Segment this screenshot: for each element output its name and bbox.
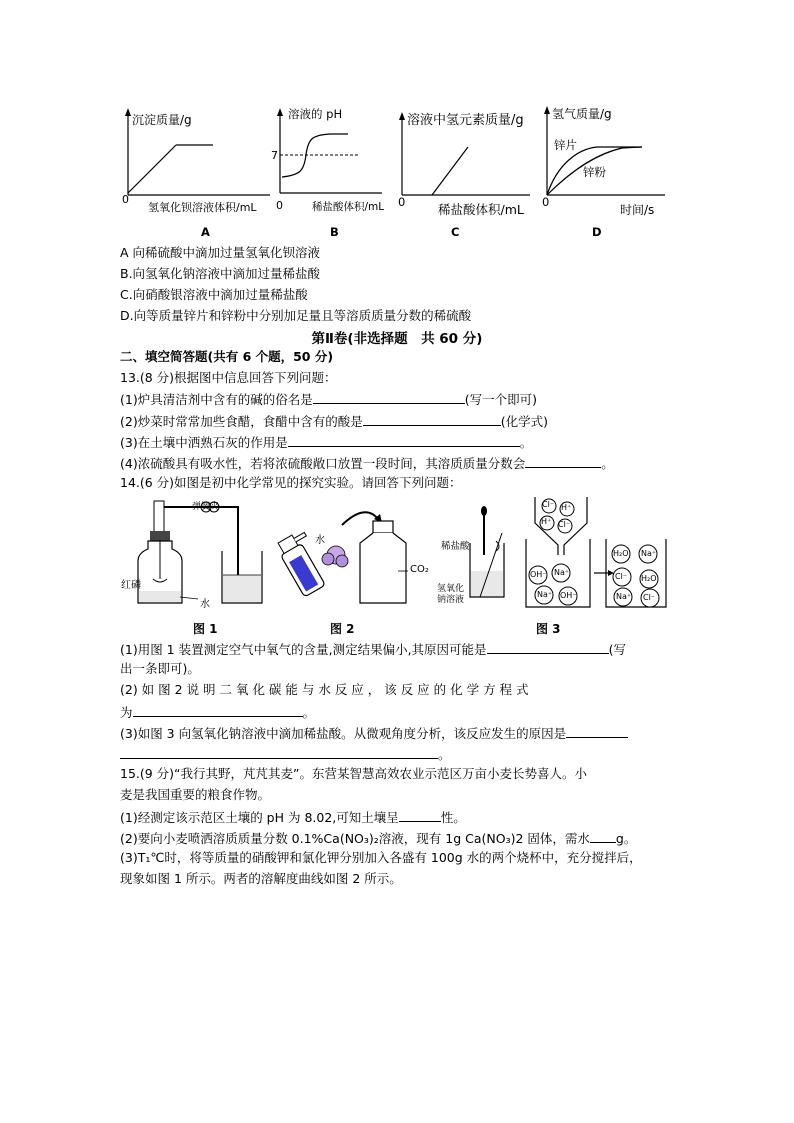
q13-part3: (3)在土壤中洒熟石灰的作用是 。 [120,435,533,450]
fig3-ion: OH⁻ [530,570,547,579]
q15-stem-1: 15.(9 分)“我行其野，芃芃其麦”。东营某智慧高效农业示范区万亩小麦长势喜人。小 [120,766,588,781]
fig3-ion: Cl⁻ [643,593,656,602]
q13-blank2[interactable] [363,412,501,426]
q13-part4: (4)浓硫酸具有吸水性，若将浓硫酸敞口放置一段时间，其溶质质量分数会 。 [120,456,614,471]
fig1-phosphorus-label: 红磷 [121,580,141,591]
q13-part2: (2)炒菜时常常加些食醋，食醋中含有的酸是 (化学式) [120,414,548,429]
graph-b-tick: 7 [271,149,278,162]
q15-blank1[interactable] [399,808,441,822]
option-b: B.向氢氧化钠溶液中滴加过量稀盐酸 [120,266,321,281]
fig1-label: 图 1 [193,622,218,636]
fig3-ion: H⁺ [561,503,572,512]
q14-part2: (2) 如 图 2 说 明 二 氧 化 碳 能 与 水 反 应 ， 该 反 应 的 化 学 方 程 式 [120,682,529,697]
graph-a-xlabel: 氢氧化钡溶液体积/mL [148,201,257,214]
q15-part1: (1)经测定该示范区土壤的 pH 为 8.02,可知土壤呈 性。 [120,810,466,825]
graph-b-xlabel: 稀盐酸体积/mL [312,201,385,213]
graph-d-ylabel: 氢气质量/g [552,107,612,121]
option-c: C.向硝酸银溶液中滴加过量稀盐酸 [120,287,308,302]
q13-stem: 13.(8 分)根据图中信息回答下列问题： [120,370,337,385]
fig3-ion: H₂O [641,574,657,583]
graph-a-line [128,145,176,193]
q13-blank3[interactable] [288,433,520,447]
graph-d-xlabel: 时间/s [620,203,655,217]
graph-a-ylabel: 沉淀质量/g [132,113,192,127]
fig3-ion: Na⁺ [616,592,632,601]
fig2-label: 图 2 [330,622,355,636]
q15-stem-2: 麦是我国重要的粮食作物。 [120,787,271,802]
fig2-gas-label: CO₂ [410,564,429,575]
fig3-ion: H⁺ [541,517,552,526]
q15-part2: (2)要向小麦喷洒溶质质量分数 0.1%Ca(NO₃)₂溶液，现有 1g Ca(NO₃)2 固体，需水 g。 [120,831,637,846]
fig3-ion: OH⁻ [560,591,577,600]
q14-blank3b[interactable] [120,745,438,759]
fig3-ion: Cl⁻ [542,500,555,509]
fig3-base-label-1: 氢氧化 [437,584,465,594]
q13-part1: (1)炉具清洁剂中含有的碱的俗名是 (写一个即可) [120,392,537,407]
fig2-water-label: 水 [315,535,325,546]
graph-d-letter: D [592,225,602,239]
graph-b-letter: B [330,225,339,239]
q15-part3: (3)T₁℃时，将等质量的硝酸钾和氯化钾分别加入各盛有 100g 水的两个烧杯中，充分搅拌后， [120,850,642,865]
q15-blank2[interactable] [590,829,616,843]
graph-c-ylabel: 溶液中氢元素质量/g [407,113,524,128]
q14-part3: (3)如图 3 向氢氧化钠溶液中滴加稀盐酸。从微观角度分析，该反应发生的原因是 [120,724,628,742]
fig3-ion: Cl⁻ [558,520,571,529]
q13-blank1[interactable] [313,390,465,404]
fig3-ion: Na⁺ [537,590,553,599]
q14-blank3a[interactable] [566,724,628,738]
section-heading: 二、填空简答题(共有 6 个题，50 分) [120,349,334,364]
q14-part1: (1)用图 1 装置测定空气中氧气的含量,测定结果偏小,其原因可能是 (写 [120,642,626,657]
graph-b-origin: 0 [276,199,283,212]
q15-part3-cont: 现象如图 1 所示。两者的溶解度曲线如图 2 所示。 [120,871,402,886]
q14-figure2 [270,495,440,615]
graph-b-ylabel: 溶液的 pH [288,107,343,121]
q14-stem: 14.(6 分)如图是初中化学常见的探究实验。请回答下列问题： [120,475,462,490]
q14-blank1[interactable] [487,640,609,654]
graph-d-curve2-label: 锌粉 [583,165,606,179]
q14-part3-cont: 。 [120,745,451,763]
fig3-label: 图 3 [536,622,561,636]
q14-part1-cont: 出一条即可)。 [120,661,200,676]
fig3-acid-label: 稀盐酸 [441,541,470,552]
fig3-ion: Cl⁻ [615,572,628,581]
option-a: A 向稀硫酸中滴加过量氢氧化钡溶液 [120,245,321,260]
fig3-ion: Na⁺ [641,549,657,558]
graph-d-curve1-label: 锌片 [554,138,577,152]
graph-c-xlabel: 稀盐酸体积/mL [438,202,524,217]
graph-c-letter: C [451,225,460,239]
section-title: 第Ⅱ卷(非选择题 共 60 分) [311,331,483,347]
fig3-base-label-2: 钠溶液 [437,595,465,605]
fig3-ion: Na⁺ [554,568,570,577]
q14-blank2[interactable] [133,703,303,717]
fig1-clip-label: 弹簧夹 [192,502,220,512]
graph-c-origin: 0 [398,195,406,209]
graph-d-origin: 0 [542,195,550,209]
graph-a-origin: 0 [122,193,129,206]
fig1-water-label: 水 [200,599,210,610]
option-d: D.向等质量锌片和锌粉中分别加足量且等溶质质量分数的稀硫酸 [120,308,472,323]
fig3-ion: H₂O [613,549,629,558]
graph-a-letter: A [201,225,210,239]
q14-part2-cont: 为 。 [120,705,316,720]
graph-c-line [432,147,468,195]
q13-blank4[interactable] [525,454,601,468]
